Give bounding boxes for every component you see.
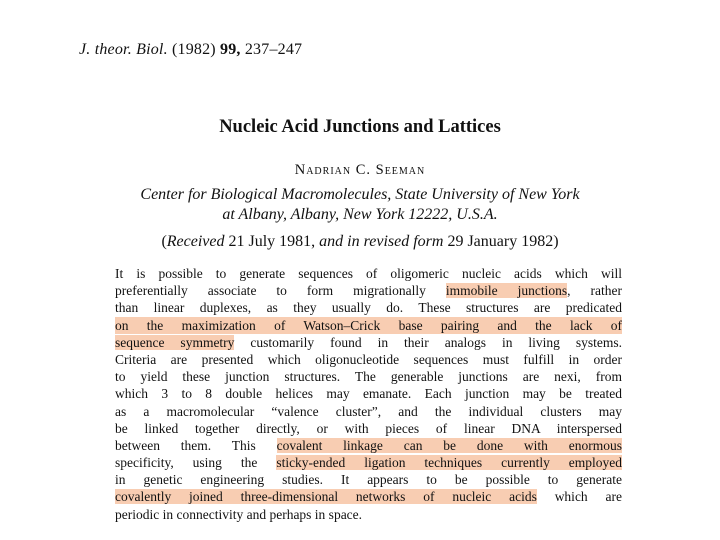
abstract-line xyxy=(115,299,622,316)
abstract xyxy=(115,265,622,523)
abstract-line xyxy=(115,420,622,437)
received-date: 21 July 1981, xyxy=(228,233,316,250)
abstract-text: between them. This xyxy=(115,437,277,453)
highlight-covalent-linkage: covalent linkage can be done with enormous xyxy=(276,437,622,453)
received-open-paren: ( xyxy=(161,233,167,250)
abstract-text: preferentially associate to form migrationally xyxy=(115,283,426,299)
abstract-line xyxy=(115,403,622,420)
abstract-text: in genetic engineering studies. It appears to be possible to generate xyxy=(115,472,622,488)
abstract-line xyxy=(115,368,622,385)
highlight-sequence-symmetry: sequence symmetry xyxy=(115,334,235,350)
abstract-text: to yield these junction structures. The generable junctions are nexi, from xyxy=(115,369,622,385)
affiliation-line-2: at Albany, Albany, New York 12222, U.S.A. xyxy=(222,206,498,223)
highlight-sticky-ended-ligation: sticky-ended ligation techniques currently employed xyxy=(276,455,622,471)
abstract-line xyxy=(115,437,622,454)
journal-citation xyxy=(79,41,302,59)
abstract-text: Criteria are presented which oligonucleotide sequences must fulfill in order xyxy=(115,351,622,367)
abstract-text: customarily found in their analogs in living systems. xyxy=(234,334,622,350)
abstract-text: , rather xyxy=(567,283,622,299)
abstract-text: which are xyxy=(536,489,622,505)
paper-title: Nucleic Acid Junctions and Lattices xyxy=(219,117,501,137)
revised-label: and in revised form xyxy=(319,233,444,250)
affiliation-line-1: Center for Biological Macromolecules, State University of New York xyxy=(140,186,580,203)
revised-date: 29 January 1982) xyxy=(447,233,559,250)
highlight-3d-networks: covalently joined three-dimensional networks of nucleic acids xyxy=(115,489,537,505)
abstract-text: on the maximization of Watson–Crick base pairing and the lack of xyxy=(115,317,622,333)
journal-pages: 237–247 xyxy=(244,41,303,58)
received-dates xyxy=(0,233,720,251)
abstract-line xyxy=(115,471,622,488)
highlight-watson-crick-line xyxy=(115,317,622,334)
abstract-text: which 3 to 8 double helices may emanate. Each junction may be treated xyxy=(115,386,622,402)
journal-year: (1982) xyxy=(171,41,216,58)
journal-volume: 99, xyxy=(220,41,241,58)
abstract-text: These structures are predicated xyxy=(418,300,622,316)
abstract-text: than linear duplexes, as they usually do. xyxy=(115,300,419,316)
abstract-line xyxy=(115,506,622,523)
abstract-line xyxy=(115,334,622,351)
author-name: Nadrian C. Seeman xyxy=(294,162,426,178)
abstract-line xyxy=(115,265,622,282)
abstract-line xyxy=(115,351,622,368)
abstract-text: as a macromolecular “valence cluster”, and the individual clusters may xyxy=(115,403,622,419)
highlight-immobile-junctions: immobile junctions xyxy=(445,283,568,299)
abstract-line xyxy=(115,385,622,402)
received-label: Received xyxy=(166,233,225,250)
abstract-line xyxy=(115,488,622,505)
journal-name: J. theor. Biol. xyxy=(79,41,168,58)
abstract-text: specificity, using the xyxy=(115,455,277,471)
abstract-text: It is possible to generate sequences of oligomeric nucleic acids which will xyxy=(115,266,622,281)
abstract-line xyxy=(115,454,622,471)
abstract-text: be linked together directly, or with pieces of linear DNA interspersed xyxy=(115,420,622,436)
abstract-line xyxy=(115,282,622,299)
abstract-text: periodic in connectivity and perhaps in space. xyxy=(115,506,363,522)
